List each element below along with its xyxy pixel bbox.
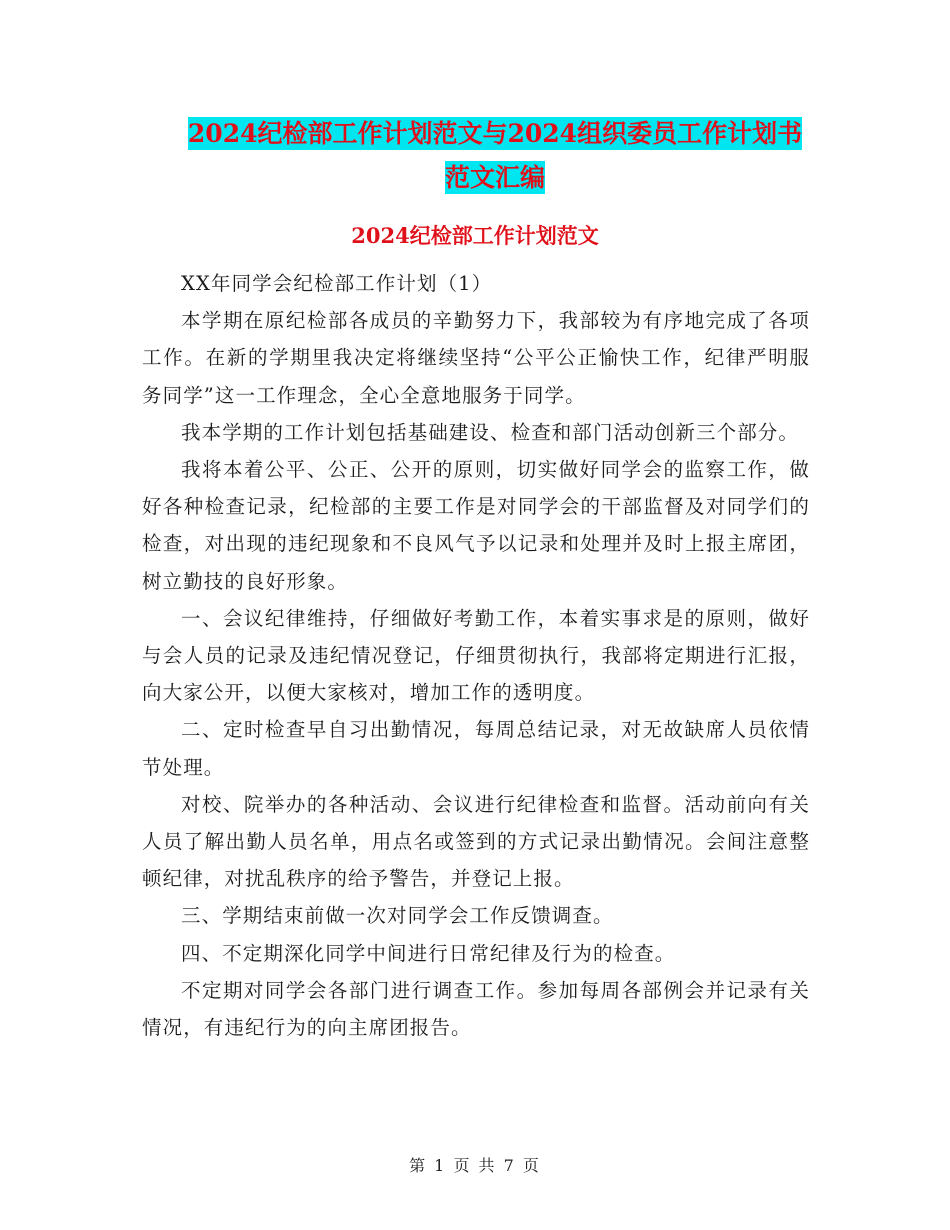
- paragraph: 一、会议纪律维持，仔细做好考勤工作，本着实事求是的原则，做好与会人员的记录及违纪情况登记，仔细贯彻执行，我部将定期进行汇报，向大家公开，以便大家核对，增加工作的透明度。: [142, 606, 810, 705]
- document-title-line1: 2024纪检部工作计划范文与2024组织委员工作计划书: [187, 119, 803, 148]
- paragraph: 本学期在原纪检部各成员的辛勤努力下，我部较为有序地完成了各项工作。在新的学期里我决定将继续坚持“公平公正愉快工作，纪律严明服务同学”这一工作理念，全心全意地服务于同学。: [142, 309, 810, 407]
- paragraph: 我本学期的工作计划包括基础建设、检查和部门活动创新三个部分。: [181, 420, 800, 444]
- section-title: 2024纪检部工作计划范文: [351, 223, 599, 248]
- document-title-line2: 范文汇编: [444, 163, 545, 192]
- paragraph: 我将本着公平、公正、公开的原则，切实做好同学会的监察工作，做好各种检查记录，纪检部的主要工作是对同学会的干部监督及对同学们的检查，对出现的违纪现象和不良风气予以记录和处理并及时上报主席团，树立勤技的良好形象。: [142, 458, 810, 593]
- page-number-footer: 第 1 页 共 7 页: [409, 1156, 541, 1175]
- paragraph: 不定期对同学会各部门进行调查工作。参加每周各部例会并记录有关情况，有违纪行为的向主席团报告。: [142, 978, 810, 1040]
- paragraph: XX年同学会纪检部工作计划（1）: [181, 272, 493, 295]
- document-body: [142, 265, 810, 1046]
- paragraph: 三、学期结束前做一次对同学会工作反馈调查。: [181, 904, 614, 928]
- document-title: [140, 112, 850, 200]
- paragraph: 四、不定期深化同学中间进行日常纪律及行为的检查。: [181, 941, 676, 965]
- paragraph: 二、定时检查早自习出勤情况，每周总结记录，对无故缺席人员依情节处理。: [142, 718, 810, 779]
- paragraph: 对校、院举办的各种活动、会议进行纪律检查和监督。活动前向有关人员了解出勤人员名单，用点名或签到的方式记录出勤情况。会间注意整顿纪律，对扰乱秩序的给予警告，并登记上报。: [142, 792, 810, 891]
